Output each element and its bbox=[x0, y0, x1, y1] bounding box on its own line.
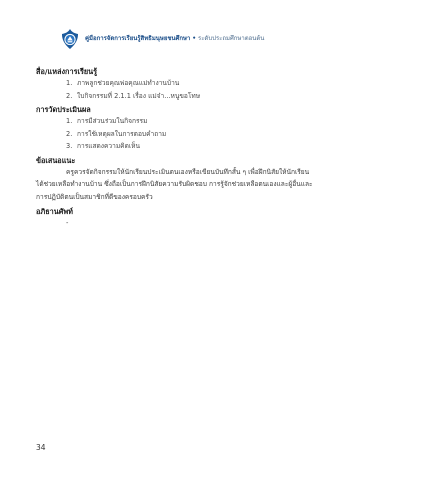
evaluation-section bbox=[36, 104, 394, 153]
suggestions-section bbox=[36, 155, 394, 204]
item-number: 3. bbox=[66, 142, 73, 150]
glossary-heading: อภิธานศัพท์ bbox=[36, 207, 73, 216]
page-header bbox=[59, 28, 399, 50]
item-text: ใบกิจกรรมที่ 2.1.1 เรื่อง แม่จ๋า...หนูขอโทษ bbox=[77, 91, 201, 100]
paragraph-line: ครูควรจัดกิจกรรมให้นักเรียนประเมินตนเองหรือเขียนบันทึกสั้น ๆ เพื่อฝึกนิสัยให้นักเรียน bbox=[66, 167, 310, 176]
paragraph-line: ได้ช่วยเหลือทำงานบ้าน ซึ่งถือเป็นการฝึกนิสัยความรับผิดชอบ การรู้จักช่วยเหลือตนเองและผู้อื่นและ bbox=[36, 180, 313, 188]
paragraph-line: การปฏิบัติตนเป็นสมาชิกที่ดีของครอบครัว bbox=[36, 192, 153, 201]
media-heading: สื่อ/แหล่งการเรียนรู้ bbox=[36, 67, 98, 76]
suggestions-heading: ข้อเสนอแนะ bbox=[36, 155, 76, 165]
media-item bbox=[36, 90, 394, 103]
item-text: ภาพลูกช่วยคุณพ่อคุณแม่ทำงานบ้าน bbox=[77, 79, 180, 87]
header-title: คู่มือการจัดการเรียนรู้สิทธิมนุษยชนศึกษา bbox=[85, 35, 191, 42]
media-item bbox=[36, 77, 394, 90]
evaluation-item bbox=[36, 128, 394, 141]
item-text: การมีส่วนร่วมในกิจกรรม bbox=[77, 117, 148, 125]
header-subtitle: ระดับประถมศึกษาตอนต้น bbox=[197, 35, 265, 42]
header-separator: • bbox=[192, 35, 197, 42]
suggestions-paragraph bbox=[36, 166, 394, 204]
page-number: 34 bbox=[36, 443, 46, 452]
organization-logo-icon bbox=[59, 28, 81, 50]
media-section bbox=[36, 66, 394, 102]
item-text: การใช้เหตุผลในการตอบคำถาม bbox=[77, 129, 167, 138]
glossary-section bbox=[36, 206, 394, 230]
item-number: 1. bbox=[66, 117, 73, 125]
item-number: 1. bbox=[66, 79, 73, 87]
glossary-text: - bbox=[66, 219, 69, 227]
page-content bbox=[36, 66, 394, 230]
item-number: 2. bbox=[66, 129, 73, 138]
evaluation-heading: การวัดประเมินผล bbox=[36, 105, 91, 114]
item-text: การแสดงความคิดเห็น bbox=[77, 142, 140, 150]
evaluation-item bbox=[36, 140, 394, 153]
evaluation-item bbox=[36, 115, 394, 128]
item-number: 2. bbox=[66, 91, 73, 100]
